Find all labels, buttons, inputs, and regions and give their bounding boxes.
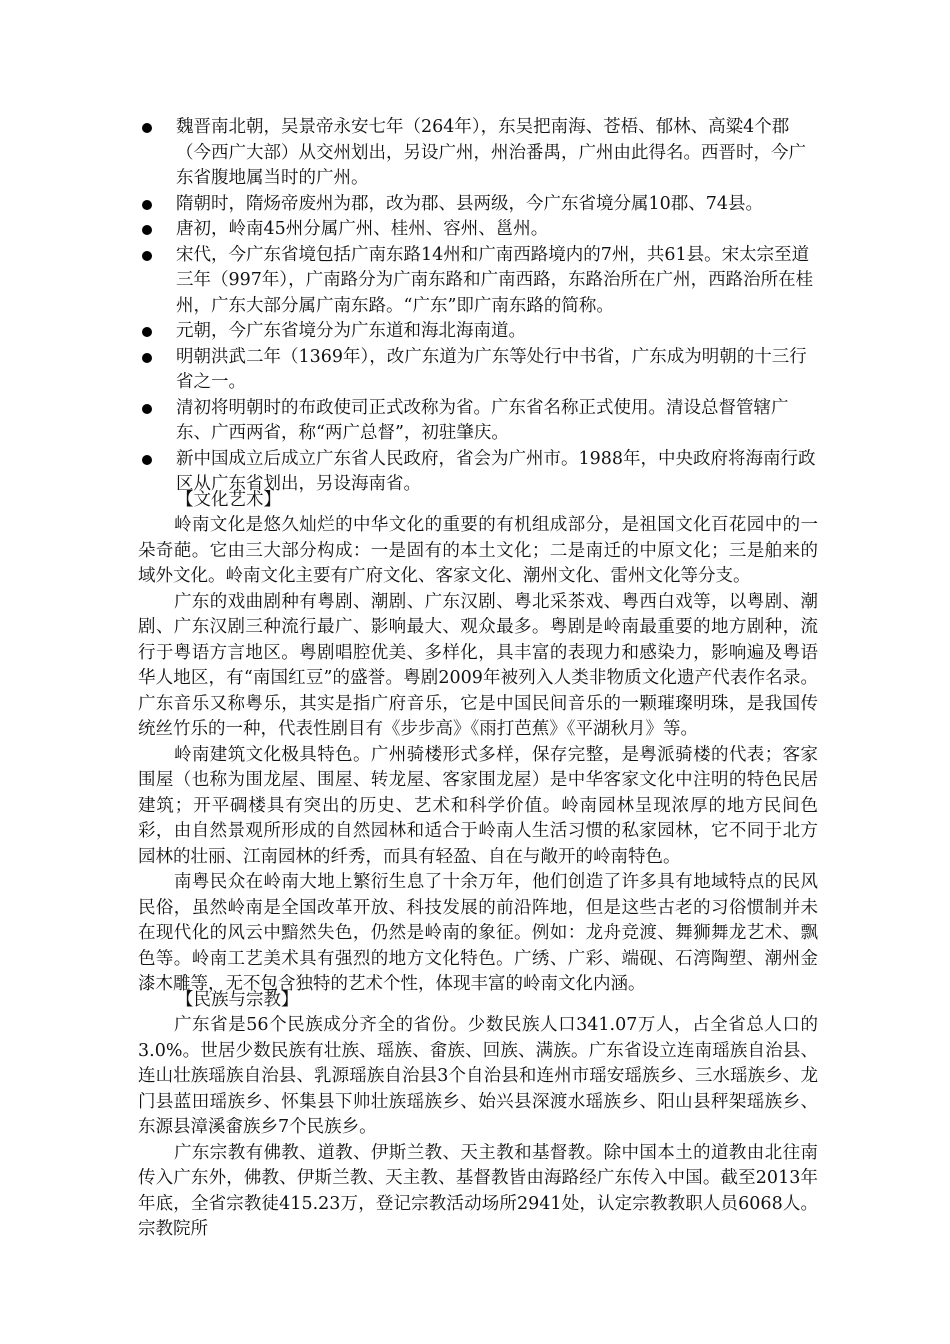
bullet-icon xyxy=(142,327,152,337)
section-heading: 【文化艺术】 xyxy=(176,490,281,510)
list-item-text: 明朝洪武二年（1369年），改广东道为广东等处行中书省，广东成为明朝的十三行省之一。 xyxy=(176,346,807,392)
paragraph: 岭南建筑文化极具特色。广州骑楼形式多样，保存完整，是粤派骑楼的代表；客家围屋（也称为围龙屋、围屋、转龙屋、客家围龙屋）是中华客家文化中注明的特色民居建筑；开平碉楼具有突出的历史、艺术和科学价值。岭南园林呈现浓厚的地方民间色彩，由自然景观所形成的自然园林和适合于岭南人生活习惯的私家园林，它不同于北方园林的壮丽、江南园林的纤秀，而具有轻盈、自在与敞开的岭南特色。 xyxy=(138,744,818,867)
paragraph: 南粤民众在岭南大地上繁衍生息了十余万年，他们创造了许多具有地域特点的民风民俗，虽然岭南是全国改革开放、科技发展的前沿阵地，但是这些古老的习俗惯制并未在现代化的风云中黯然失色，仍然是岭南的象征。例如：龙舟竞渡、舞狮舞龙艺术、飘色等。岭南工艺美术具有强烈的地方文化特色。广绣、广彩、端砚、石湾陶塑、潮州金漆木雕等，无不包含独特的艺术个性，体现丰富的岭南文化内涵。 xyxy=(138,872,818,994)
list-item xyxy=(138,319,818,345)
culture-section xyxy=(138,487,818,998)
bullet-icon xyxy=(142,200,152,210)
paragraph: 广东的戏曲剧种有粤剧、潮剧、广东汉剧、粤北采茶戏、粤西白戏等，以粤剧、潮剧、广东汉剧三种流行最广、影响最大、观众最多。粤剧是岭南最重要的地方剧种，流行于粤语方言地区。粤剧唱腔优美、多样化，具丰富的表现力和感染力，影响遍及粤语华人地区，有“南国红豆”的盛誉。粤剧2009年被列入人类非物质文化遗产代表作名录。广东音乐又称粤乐，其实是指广府音乐，它是中国民间音乐的一颗璀璨明珠，是我国传统丝竹乐的一种，代表性剧目有《步步高》《雨打芭蕉》《平湖秋月》等。 xyxy=(138,591,818,739)
list-item xyxy=(138,217,818,243)
list-item-text: 宋代，今广东省境包括广南东路14州和广南西路境内的7州，共61县。宋太宗至道三年（997年），广南路分为广南东路和广南西路，东路治所在广州，西路治所在桂州，广东大部分属广南东路。“广东”即广南东路的简称。 xyxy=(176,244,814,316)
list-item-text: 清初将明朝时的布政使司正式改称为省。广东省名称正式使用。清设总督管辖广东、广西两省，称“两广总督”，初驻肇庆。 xyxy=(176,397,789,443)
list-item xyxy=(138,345,818,396)
list-item-text: 隋朝时，隋炀帝废州为郡，改为郡、县两级，今广东省境分属10郡、74县。 xyxy=(176,193,764,214)
list-item-text: 唐初，岭南45州分属广州、桂州、容州、邕州。 xyxy=(176,219,549,239)
history-bullet-list xyxy=(138,115,818,498)
section-heading: 【民族与宗教】 xyxy=(176,990,299,1010)
bullet-icon xyxy=(142,353,152,363)
list-item-text: 新中国成立后成立广东省人民政府，省会为广州市。1988年，中央政府将海南行政区从广东省划出，另设海南省。 xyxy=(176,448,816,494)
paragraph: 广东省是56个民族成分齐全的省份。少数民族人口341.07万人，占全省总人口的3.0%。世居少数民族有壮族、瑶族、畲族、回族、满族。广东省设立连南瑶族自治县、连山壮族瑶族自治县、乳源瑶族自治县3个自治县和连州市瑶安瑶族乡、三水瑶族乡、龙门县蓝田瑶族乡、怀集县下帅壮族瑶族乡、始兴县深渡水瑶族乡、阳山县秤架瑶族乡、东源县漳溪畲族乡7个民族乡。 xyxy=(138,1015,818,1137)
list-item xyxy=(138,192,818,218)
bullet-icon xyxy=(142,455,152,465)
ethnic-religion-section xyxy=(138,987,818,1243)
list-item-text: 元朝，今广东省境分为广东道和海北海南道。 xyxy=(176,321,526,341)
bullet-icon xyxy=(142,123,152,133)
paragraph: 广东宗教有佛教、道教、伊斯兰教、天主教和基督教。除中国本土的道教由北往南传入广东外，佛教、伊斯兰教、天主教、基督教皆由海路经广东传入中国。截至2013年年底，全省宗教徒415.23万，登记宗教活动场所2941处，认定宗教教职人员6068人。宗教院所 xyxy=(138,1142,818,1239)
paragraph: 岭南文化是悠久灿烂的中华文化的重要的有机组成部分，是祖国文化百花园中的一朵奇葩。它由三大部分构成：一是固有的本土文化；二是南迁的中原文化；三是舶来的域外文化。岭南文化主要有广府文化、客家文化、潮州文化、雷州文化等分支。 xyxy=(138,515,818,586)
bullet-icon xyxy=(142,404,152,414)
list-item xyxy=(138,115,818,192)
list-item xyxy=(138,243,818,320)
list-item-text: 魏晋南北朝，吴景帝永安七年（264年），东吴把南海、苍梧、郁林、高粱4个郡（今西广大部）从交州划出，另设广州，州治番禺，广州由此得名。西晋时，今广东省腹地属当时的广州。 xyxy=(176,117,806,188)
bullet-icon xyxy=(142,225,152,235)
bullet-icon xyxy=(142,251,152,261)
list-item xyxy=(138,396,818,447)
